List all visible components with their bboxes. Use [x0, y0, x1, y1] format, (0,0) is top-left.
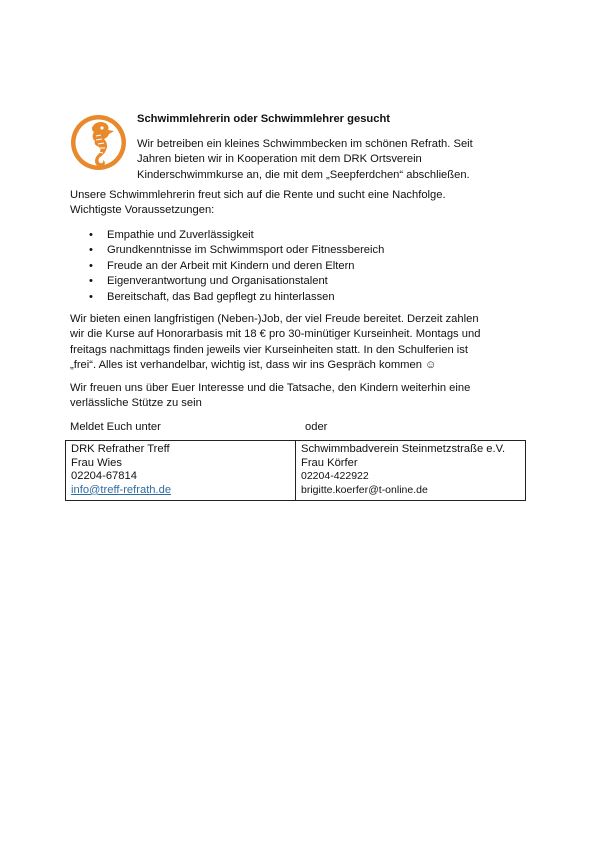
contact-phone: 02204-422922: [301, 470, 369, 483]
contact-email: brigitte.koerfer@t-online.de: [301, 483, 428, 496]
contact-intro-right: oder: [305, 421, 328, 433]
intro-line: Jahren bieten wir in Kooperation mit dem DRK Ortsverein: [137, 153, 422, 166]
intro-line: Kinderschwimmkurse an, die mit dem „Seepferdchen“ abschließen.: [137, 168, 470, 181]
seahorse-icon: [70, 114, 127, 171]
bullet-icon: •: [89, 275, 93, 288]
text-line: Unsere Schwimmlehrerin freut sich auf die Rente und sucht eine Nachfolge.: [70, 189, 446, 201]
page-title: Schwimmlehrerin oder Schwimmlehrer gesucht: [137, 113, 391, 125]
seahorse-logo: [70, 114, 127, 171]
requirements-list: [70, 228, 384, 305]
text-line: freitags nachmittags finden jeweils vier Kurseinheiten statt. In den Schulferien ist: [70, 343, 468, 356]
text-line: „frei“. Alles ist verhandelbar, wichtig ist, dass wir ins Gespräch kommen ☺: [70, 358, 437, 371]
list-item-text: Bereitschaft, das Bad gepflegt zu hinterlassen: [107, 290, 335, 303]
closing-paragraph: [70, 381, 470, 412]
seahorse-eye: [100, 126, 103, 129]
contact-intro-left: Meldet Euch unter: [70, 421, 161, 433]
contact-cell-drk: [66, 441, 296, 501]
list-item-text: Freude an der Arbeit mit Kindern und deren Eltern: [107, 259, 355, 272]
requirements-intro: [70, 188, 446, 219]
text-line: Wir freuen uns über Euer Interesse und die Tatsache, den Kindern weiterhin eine: [70, 382, 471, 394]
list-item-text: Eigenverantwortung und Organisationstalent: [107, 275, 328, 288]
contact-person: Frau Wies: [71, 456, 122, 469]
contacts-table: [65, 440, 526, 501]
text-line: wir die Kurse auf Honorarbasis mit 18 € pro 30-minütiger Kurseinheit. Montags und: [70, 328, 481, 341]
text-line: verlässliche Stütze zu sein: [70, 397, 202, 410]
contact-org: DRK Refrather Treff: [71, 443, 170, 455]
list-item-text: Empathie und Zuverlässigkeit: [107, 229, 254, 241]
contact-phone: 02204-67814: [71, 470, 137, 483]
bullet-icon: •: [89, 229, 93, 241]
list-item-text: Grundkenntnisse im Schwimmsport oder Fitnessbereich: [107, 244, 385, 257]
contact-cell-schwimmbadverein: [296, 441, 526, 501]
bullet-icon: •: [89, 259, 93, 272]
bullet-icon: •: [89, 244, 93, 257]
table-row: [66, 441, 526, 501]
contact-org: Schwimmbadverein Steinmetzstraße e.V.: [301, 443, 506, 455]
list-item: [70, 243, 384, 258]
intro-line: Wir betreiben ein kleines Schwimmbecken im schönen Refrath. Seit: [137, 138, 473, 150]
text-line: Wir bieten einen langfristigen (Neben-)Job, der viel Freude bereitet. Derzeit zahlen: [70, 313, 479, 325]
list-item: [70, 228, 384, 243]
list-item: [70, 259, 384, 274]
contact-person: Frau Körfer: [301, 456, 358, 469]
intro-paragraph: [137, 137, 473, 183]
contact-email-link[interactable]: info@treff-refrath.de: [71, 483, 172, 496]
bullet-icon: •: [89, 290, 93, 303]
list-item: [70, 290, 384, 305]
list-item: [70, 274, 384, 289]
text-line: Wichtigste Voraussetzungen:: [70, 204, 215, 217]
offer-paragraph: [70, 312, 480, 373]
